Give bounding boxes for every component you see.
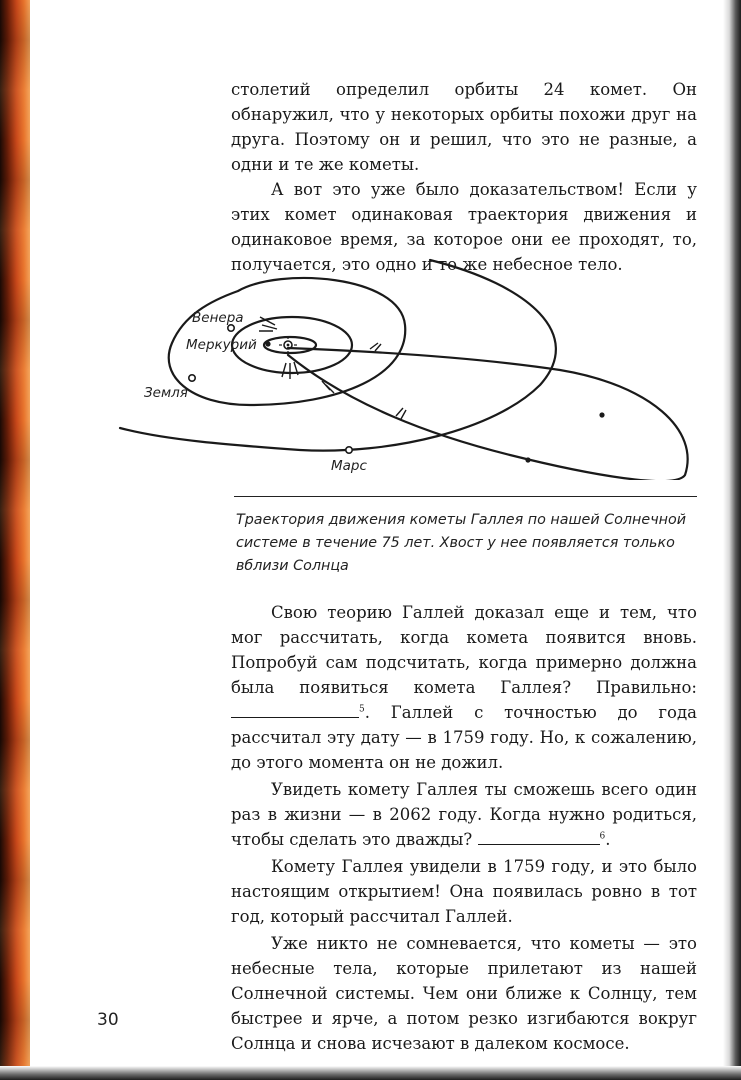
- paragraph-comets: Уже никто не сомневается, что кометы — это небесные тела, которые прилетают из нашей Солнечной системы. Чем они ближе к Солнцу, тем быстрее и ярче, а потом резко изгибаются вокруг Солнца и снова исчезают в далеком космосе.: [231, 934, 697, 1053]
- paragraph-twice-end: .: [605, 830, 611, 849]
- body-text-block: [231, 600, 697, 1056]
- mercury-dot: [265, 341, 270, 346]
- page-number: 30: [97, 1010, 119, 1030]
- paragraph-twice: [231, 777, 697, 852]
- earth-dot: [189, 375, 195, 381]
- sun-icon: [279, 336, 297, 354]
- earth-label: Земля: [144, 385, 188, 401]
- paragraph-proof: А вот это уже было доказательством! Если у этих комет одинаковая траектория движения и одинаковое время, за которое они ее проходят, то, получается, это одно и то же небесное тело.: [231, 180, 697, 274]
- paragraph-continued: столетий определил орбиты 24 комет. Он обнаружил, что у некоторых орбиты похожи друг на друга. Поэтому он и решил, что это не разные, а одни и те же кометы.: [231, 80, 697, 174]
- page-shadow-bottom: [0, 1066, 741, 1080]
- answer-blank-6: [478, 830, 600, 845]
- paragraph-discovery: Комету Галлея увидели в 1759 году, и это было настоящим открытием! Она появилась ровно в тот год, который рассчитал Галлей.: [231, 857, 697, 926]
- mars-orbit: [120, 260, 556, 451]
- footnote-6: 6: [599, 831, 606, 842]
- halley-orbit-diagram: [110, 245, 710, 480]
- paragraph-theory-start: Свою теорию Галлей доказал еще и тем, что мог рассчитать, когда комета появится вновь. Попробуй сам подсчитать, когда примерно должна была появиться комета Галлея? Правильно:: [231, 603, 697, 697]
- paragraph-theory-end: . Галлей с точностью до года рассчитал эту дату — в 1759 году. Но, к сожалению, до этого момента он не дожил.: [231, 703, 697, 772]
- mercury-label: Меркурий: [186, 337, 257, 353]
- mercury-orbit: [264, 337, 316, 353]
- comet-position-1: [599, 412, 604, 417]
- mars-dot: [346, 447, 352, 453]
- paragraph-twice-start: Увидеть комету Галлея ты сможешь всего один раз в жизни — в 2062 году. Когда нужно родиться, чтобы сделать это дважды?: [231, 780, 697, 849]
- footnote-5: 5: [359, 704, 365, 715]
- mars-label: Марс: [331, 458, 367, 474]
- figure-caption: Траектория движения кометы Галлея по нашей Солнечной системе в течение 75 лет. Хвост у нее появляется только вблизи Солнца: [236, 512, 687, 574]
- answer-blank-5: [231, 703, 359, 718]
- page-shadow-right: [723, 0, 741, 1080]
- book-cover-edge: [0, 0, 30, 1080]
- caption-divider: [234, 496, 697, 497]
- paragraph-theory: [231, 600, 697, 775]
- comet-position-2: [525, 457, 530, 462]
- venus-label: Венера: [192, 310, 244, 326]
